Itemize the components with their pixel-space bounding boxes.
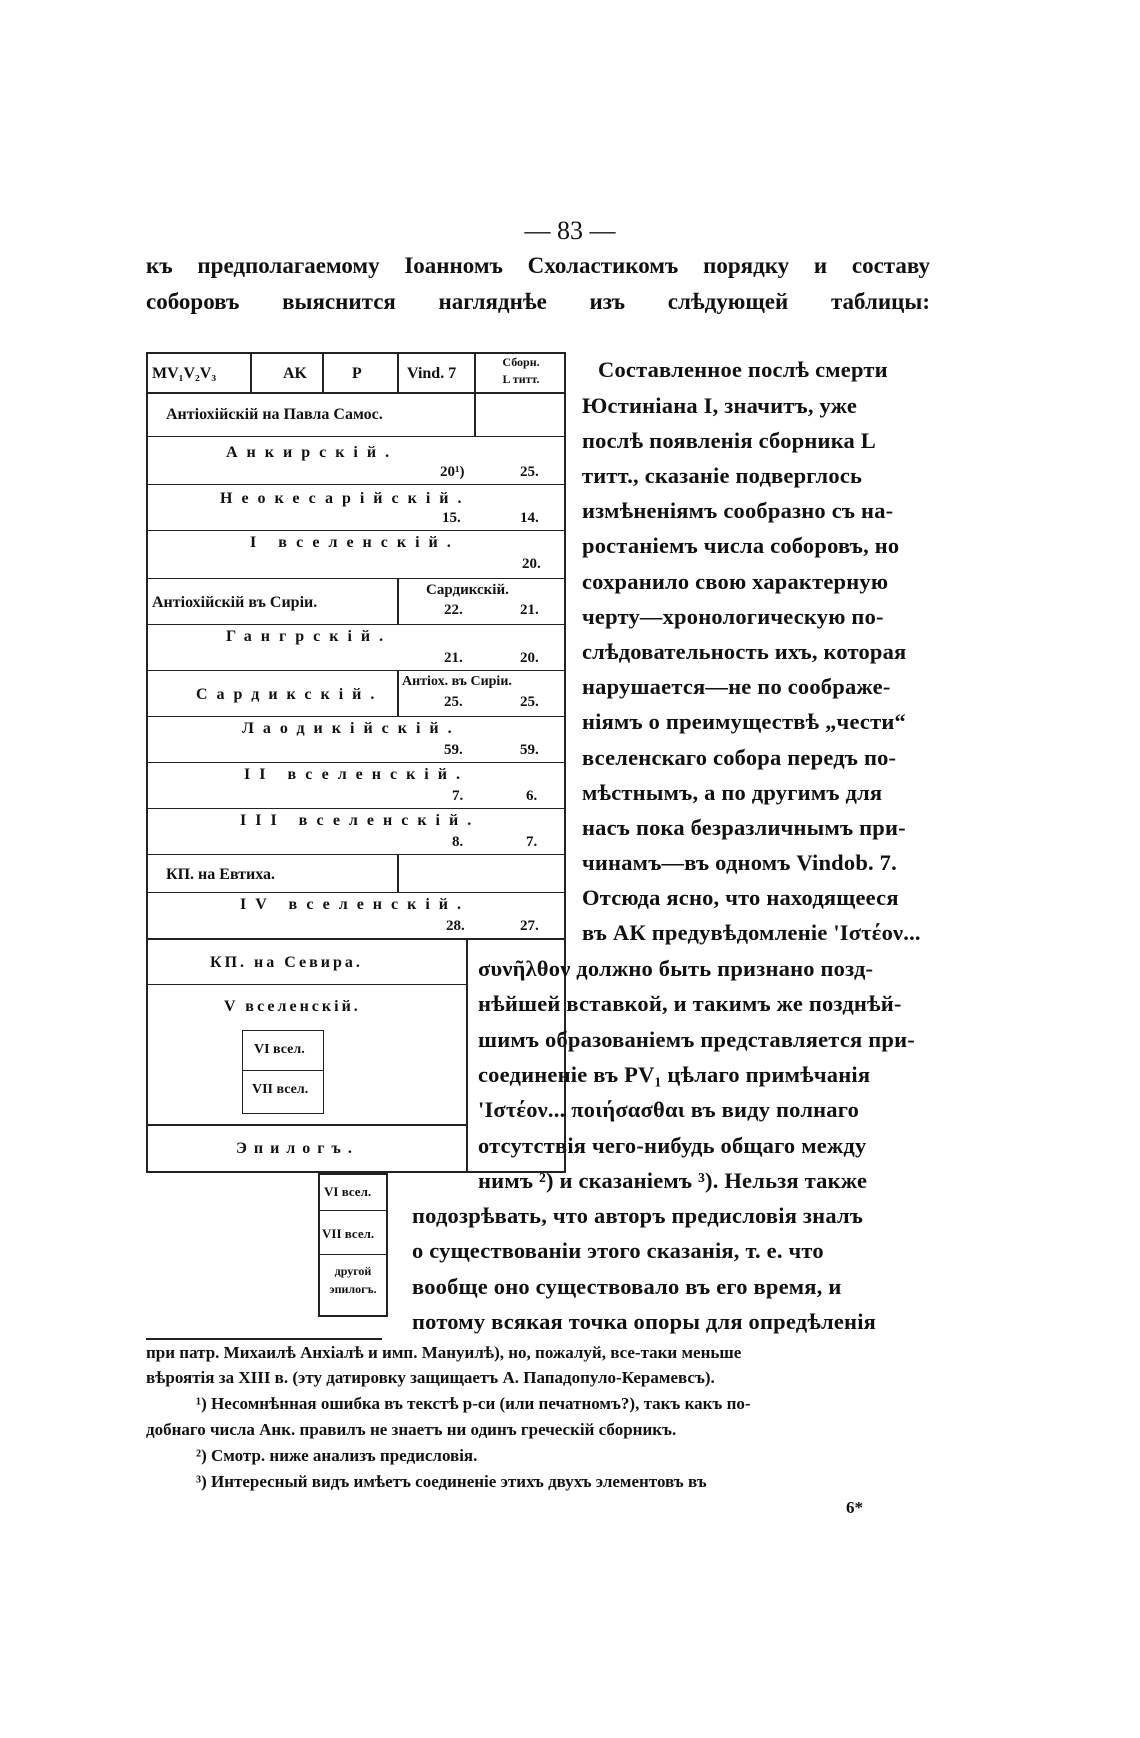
text-line-28: потому всякая точка опоры для опредѣленія xyxy=(412,1309,877,1334)
text-line-8: черту—хронологическую по- xyxy=(582,604,884,629)
row-serdica: Сардикскій. xyxy=(196,686,384,703)
intro-line-1: къ предполагаемому Іоанномъ Схоластикомъ порядку и составу xyxy=(146,253,930,278)
row-gangra: Гангрскій. xyxy=(226,628,393,645)
footnote-2: ²) Смотр. ниже анализъ предисловія. xyxy=(196,1446,478,1465)
footnote-3: ³) Интересный видъ имѣетъ соединеніе этихъ двухъ элементовъ въ xyxy=(196,1472,707,1491)
text-line-9: слѣдовательность ихъ, которая xyxy=(582,639,907,664)
text-line-3: послѣ появленія сборника L xyxy=(582,428,876,453)
row-laodicea: Лаодикійскій. xyxy=(242,720,461,737)
row-chalcedon-4: IV вселенскій. xyxy=(240,896,471,913)
text-line-11: ніямъ о преимуществѣ „чести“ xyxy=(582,709,906,734)
text-line-1: Составленное послѣ смерти xyxy=(598,357,888,382)
header-vind: Vind. 7 xyxy=(407,365,457,382)
text-line-26: о существованіи этого сказанія, т. е. что xyxy=(412,1238,824,1263)
header-ak: AK xyxy=(283,365,307,382)
text-line-6: ростаніемъ числа соборовъ, но xyxy=(582,533,900,558)
page-number: — 83 — xyxy=(524,216,616,245)
text-line-15: чинамъ—въ одномъ Vindob. 7. xyxy=(582,850,897,875)
header-l-titt: L титт. xyxy=(502,372,540,386)
text-line-13: мѣстнымъ, а по другимъ для xyxy=(582,780,883,805)
header-p: P xyxy=(352,365,362,382)
text-line-17: въ АК предувѣдомленіе 'Ιστέον... xyxy=(582,920,921,945)
row-cp-severus: КП. на Севира. xyxy=(210,954,363,971)
footnote-cont-1: при патр. Михаилѣ Анхіалѣ и имп. Мануилѣ), но, пожалуй, все-таки меньше xyxy=(146,1343,742,1362)
footnote-1a: ¹) Несомнѣнная ошибка въ текстѣ р-си (или печатномъ?), такъ какъ по- xyxy=(196,1394,751,1413)
text-line-25: подозрѣвать, что авторъ предисловія зналъ xyxy=(412,1203,864,1228)
row-constantinople-2: II вселенскій. xyxy=(244,766,469,783)
text-line-2: Юстиніана I, значитъ, уже xyxy=(582,393,858,418)
text-line-16: Отсюда ясно, что находящееся xyxy=(582,885,899,910)
text-line-27: вообще оно существовало въ его время, и xyxy=(412,1274,842,1299)
text-line-4: титт., сказаніе подверглось xyxy=(582,463,863,488)
text-line-22: 'Ιστέον... ποιήσασθαι въ виду полнаго xyxy=(478,1097,860,1122)
text-line-23: отсутствія чего-нибудь общаго между xyxy=(478,1133,867,1158)
row-vii-sel: VII всел. xyxy=(252,1082,309,1097)
footnote-rule xyxy=(146,1338,382,1340)
row-vi-sel: VI всел. xyxy=(254,1042,305,1057)
row-epilogue: Эпилогъ. xyxy=(236,1140,359,1157)
text-line-24: нимъ ²) и сказаніемъ ³). Нельзя также xyxy=(478,1168,868,1193)
text-line-10: нарушается—не по соображе- xyxy=(582,674,891,699)
signature-mark: 6* xyxy=(846,1498,863,1517)
intro-line-2: соборовъ выяснится нагляднѣе изъ слѣдующей таблицы: xyxy=(146,289,930,314)
row-antioch-syria: Антіохійскій въ Сиріи. xyxy=(152,594,318,611)
header-sborn: Сборн. xyxy=(502,355,540,369)
row-cp-eutyches: КП. на Евтиха. xyxy=(166,866,276,883)
text-line-20: шимъ образованіемъ представляется при- xyxy=(478,1027,915,1052)
row-ephesus-3: III вселенскій. xyxy=(240,812,481,829)
footnote-cont-2: вѣроятія за XIII в. (эту датировку защищаетъ А. Пападопуло-Керамевсъ). xyxy=(146,1368,715,1387)
text-line-7: сохранило свою характерную xyxy=(582,569,889,594)
row-nicaea-1: I вселенскій. xyxy=(250,534,460,551)
row-neocaesarea: Неокесарійскій. xyxy=(220,490,471,507)
row-antioch-paul: Антіохійскій на Павла Самос. xyxy=(166,406,383,423)
text-line-21: соединеніе въ PV₁ цѣлаго примѣчанія xyxy=(478,1062,871,1087)
row-constantinople-5: V вселенскій. xyxy=(224,998,361,1015)
text-line-14: насъ пока безразличнымъ при- xyxy=(582,815,906,840)
footnote-1b: добнаго числа Анк. правилъ не знаетъ ни одинъ греческій сборникъ. xyxy=(146,1420,677,1439)
header-mv: MV₁V₂V₃ xyxy=(152,365,217,382)
text-line-12: вселенскаго собора передъ по- xyxy=(582,745,897,770)
text-line-5: измѣненіямъ сообразно съ на- xyxy=(582,498,894,523)
row-ancyra: Анкирскій. xyxy=(226,444,399,461)
text-line-19: нѣйшей вставкой, и такимъ же позднѣй- xyxy=(478,991,902,1016)
text-line-18: συνῆλθον должно быть признано позд- xyxy=(478,956,874,981)
